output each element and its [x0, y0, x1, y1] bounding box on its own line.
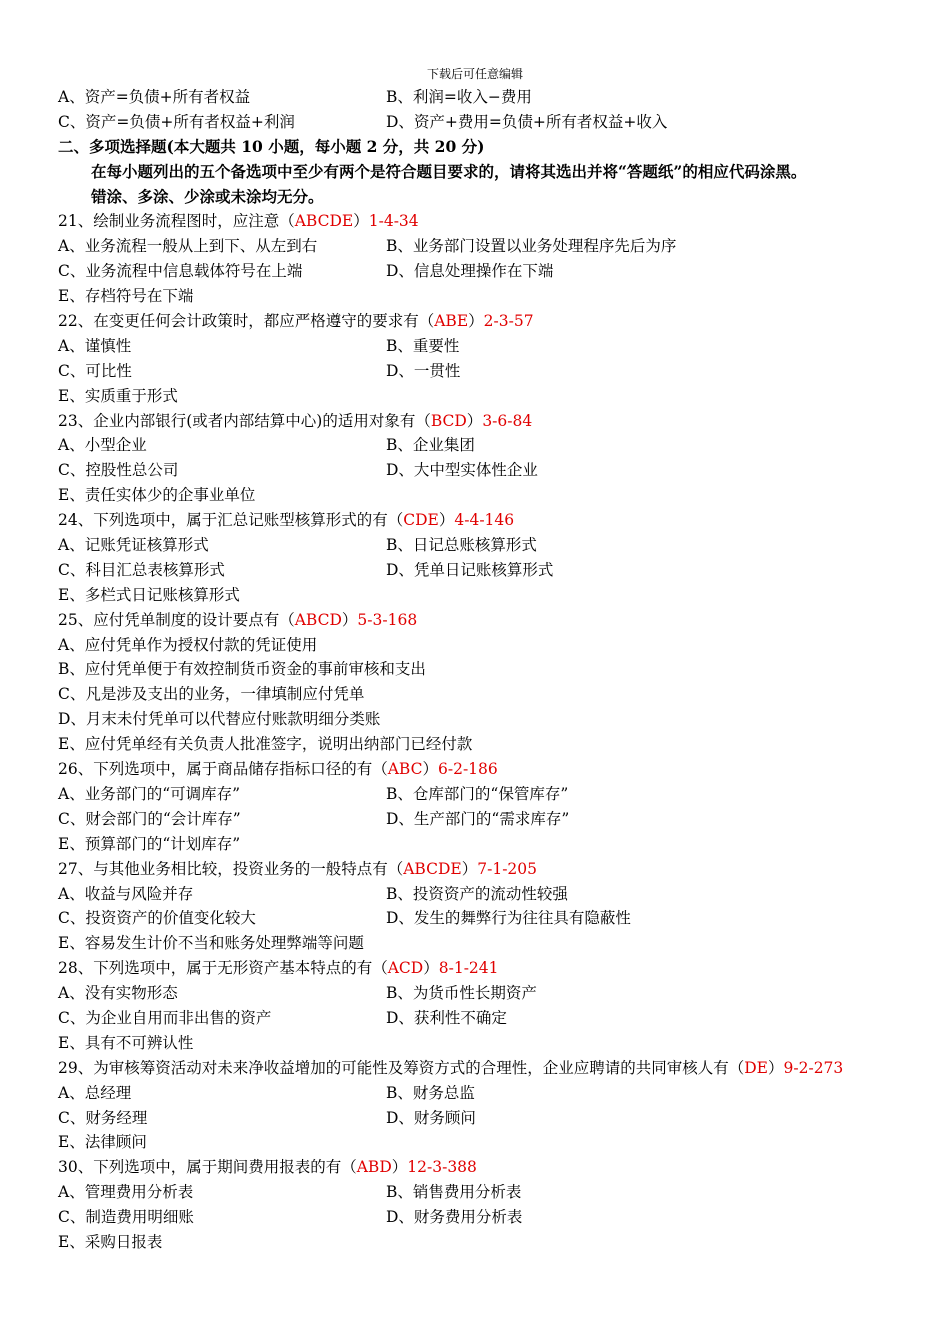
question-stem [58, 956, 908, 981]
question-text: 21、绘制业务流程图时，应注意（ [58, 212, 295, 231]
option-b: B、重要性 [386, 336, 460, 355]
option-d: D、大中型实体性企业 [386, 461, 538, 480]
question-stem [58, 857, 908, 882]
question-stem [58, 209, 908, 234]
question-text: 27、与其他业务相比较，投资业务的一般特点有（ [58, 859, 404, 878]
option-row [58, 1081, 908, 1106]
option-row [58, 558, 908, 583]
option-b: B、销售费用分析表 [386, 1183, 522, 1202]
question-ref: 4-4-146 [454, 511, 515, 530]
option-row [58, 334, 908, 359]
option-c: C、凡是涉及支出的业务，一律填制应付凭单 [58, 685, 365, 704]
question-answer: ABE [434, 312, 469, 331]
option-e: E、法律顾问 [58, 1133, 147, 1152]
option-row [58, 1106, 908, 1131]
question-close: ） [438, 511, 455, 530]
option-b: B、企业集团 [386, 436, 475, 455]
option-b: B、日记总账核算形式 [386, 536, 537, 555]
option-d: D、获利性不确定 [386, 1008, 507, 1027]
option-a: A、业务流程一般从上到下、从左到右 [58, 237, 318, 256]
option-c: C、资产=负债+所有者权益+利润 [58, 112, 295, 131]
option-d: D、发生的舞弊行为往往具有隐蔽性 [386, 909, 631, 928]
question-answer: CDE [403, 511, 439, 530]
question-text: 22、在变更任何会计政策时，都应严格遵守的要求有（ [58, 312, 435, 331]
question-text: 26、下列选项中，属于商品储存指标口径的有（ [58, 760, 388, 779]
option-c: C、财会部门的“会计库存” [58, 809, 241, 828]
option-d: D、资产+费用=负债+所有者权益+收入 [386, 112, 668, 131]
option-c: C、为企业自用而非出售的资产 [58, 1008, 272, 1027]
option-a: A、总经理 [58, 1083, 132, 1102]
option-a: A、管理费用分析表 [58, 1183, 194, 1202]
section-title: 二、多项选择题(本大题共 10 小题，每小题 2 分，共 20 分) [58, 136, 485, 156]
question-close: ） [767, 1058, 784, 1077]
question-text: 28、下列选项中，属于无形资产基本特点的有（ [58, 959, 388, 978]
option-e: E、实质重于形式 [58, 386, 178, 405]
question-close: ） [423, 959, 439, 978]
option-b: B、投资资产的流动性较强 [386, 884, 568, 903]
option-row [58, 807, 908, 832]
question-text: 30、下列选项中，属于期间费用报表的有（ [58, 1158, 357, 1177]
option-c: C、制造费用明细账 [58, 1208, 194, 1227]
option-b: B、应付凭单便于有效控制货币资金的事前审核和支出 [58, 660, 426, 679]
question-stem [58, 508, 908, 533]
option-a: A、资产=负债+所有者权益 [58, 88, 251, 106]
question-text: 23、企业内部银行(或者内部结算中心)的适用对象有（ [58, 411, 431, 430]
option-row [58, 981, 908, 1006]
prev-options-row [58, 85, 908, 110]
option-d: D、凭单日记账核算形式 [386, 560, 554, 579]
option-d: D、信息处理操作在下端 [386, 262, 554, 281]
option-c: C、科目汇总表核算形式 [58, 560, 225, 579]
option-a: A、没有实物形态 [58, 984, 178, 1003]
option-d: D、月末未付凭单可以代替应付账款明细分类账 [58, 710, 381, 729]
option-row [58, 533, 908, 558]
option-a: A、收益与风险并存 [58, 884, 194, 903]
option-e: E、多栏式日记账核算形式 [58, 585, 240, 604]
option-a: A、记账凭证核算形式 [58, 536, 209, 555]
question-answer: ABCD [294, 610, 342, 629]
option-a: A、谨慎性 [58, 336, 132, 355]
question-answer: ABD [356, 1158, 392, 1177]
option-e: E、存档符号在下端 [58, 287, 194, 306]
question-stem [58, 1056, 892, 1081]
question-answer: BCD [430, 411, 467, 430]
option-e: E、具有不可辨认性 [58, 1033, 194, 1052]
option-row [58, 259, 908, 284]
option-c: C、控股性总公司 [58, 461, 179, 480]
question-stem [58, 309, 908, 334]
option-b: B、财务总监 [386, 1083, 475, 1102]
option-row [58, 1180, 908, 1205]
question-close: ） [461, 859, 478, 878]
option-c: C、财务经理 [58, 1108, 148, 1127]
option-row [58, 882, 908, 907]
question-stem [58, 608, 908, 633]
question-close: ） [422, 760, 438, 779]
option-d: D、生产部门的“需求库存” [386, 809, 570, 828]
option-c: C、投资资产的价值变化较大 [58, 909, 256, 928]
option-row [58, 1205, 908, 1230]
question-answer: ABCDE [403, 859, 462, 878]
option-row [58, 234, 908, 259]
question-ref: 3-6-84 [482, 411, 533, 430]
question-stem [58, 409, 908, 434]
option-b: B、仓库部门的“保管库存” [386, 784, 569, 803]
option-row [58, 1006, 908, 1031]
question-close: ） [466, 411, 483, 430]
option-e: E、应付凭单经有关负责人批准签字，说明出纳部门已经付款 [58, 735, 473, 754]
header-note: 下载后可任意编辑 [426, 67, 523, 81]
question-close: ） [468, 312, 484, 331]
question-ref: 1-4-34 [368, 212, 419, 231]
section-instruction: 在每小题列出的五个备选项中至少有两个是符合题目要求的，请将其选出并将“答题纸”的相应代码涂黑。 [91, 161, 807, 181]
option-c: C、业务流程中信息载体符号在上端 [58, 262, 303, 281]
question-answer: ABC [387, 760, 423, 779]
option-row [58, 782, 908, 807]
option-b: B、业务部门设置以业务处理程序先后为序 [386, 237, 677, 256]
question-answer: ABCDE [294, 212, 354, 231]
option-a: A、小型企业 [58, 436, 147, 455]
question-ref: 12-3-388 [407, 1158, 477, 1177]
option-c: C、可比性 [58, 361, 132, 380]
option-d: D、一贯性 [386, 361, 461, 380]
option-e: E、预算部门的“计划库存” [58, 834, 241, 853]
option-b: B、利润=收入−费用 [386, 88, 532, 106]
option-d: D、财务顾问 [386, 1108, 476, 1127]
option-b: B、为货币性长期资产 [386, 984, 537, 1003]
question-ref: 6-2-186 [437, 760, 498, 779]
question-ref: 5-3-168 [357, 610, 418, 629]
option-d: D、财务费用分析表 [386, 1208, 523, 1227]
option-row [58, 359, 908, 384]
question-answer: ACD [387, 959, 424, 978]
document-content [58, 85, 908, 1255]
option-e: E、采购日报表 [58, 1232, 163, 1251]
question-close: ） [391, 1158, 408, 1177]
question-ref: 8-1-241 [438, 959, 499, 978]
prev-options-row [58, 110, 908, 135]
option-row [58, 433, 908, 458]
question-text: 24、下列选项中，属于汇总记账型核算形式的有（ [58, 511, 404, 530]
option-e: E、容易发生计价不当和账务处理弊端等问题 [58, 934, 364, 953]
option-row [58, 906, 908, 931]
question-stem [58, 1155, 908, 1180]
question-ref: 7-1-205 [477, 859, 538, 878]
question-text: 25、应付凭单制度的设计要点有（ [58, 610, 295, 629]
question-ref: 9-2-273 [783, 1058, 844, 1077]
section-instruction: 错涂、多涂、少涂或未涂均无分。 [91, 186, 324, 206]
question-close: ） [341, 610, 358, 629]
option-a: A、应付凭单作为授权付款的凭证使用 [58, 635, 318, 654]
question-close: ） [353, 212, 369, 231]
option-a: A、业务部门的“可调库存” [58, 784, 241, 803]
question-ref: 2-3-57 [483, 312, 534, 331]
option-row [58, 458, 908, 483]
option-e: E、责任实体少的企事业单位 [58, 486, 256, 505]
question-text: 29、为审核筹资活动对未来净收益增加的可能性及筹资方式的合理性，企业应聘请的共同审核人有（ [58, 1058, 745, 1077]
question-stem [58, 757, 908, 782]
question-answer: DE [744, 1058, 768, 1077]
